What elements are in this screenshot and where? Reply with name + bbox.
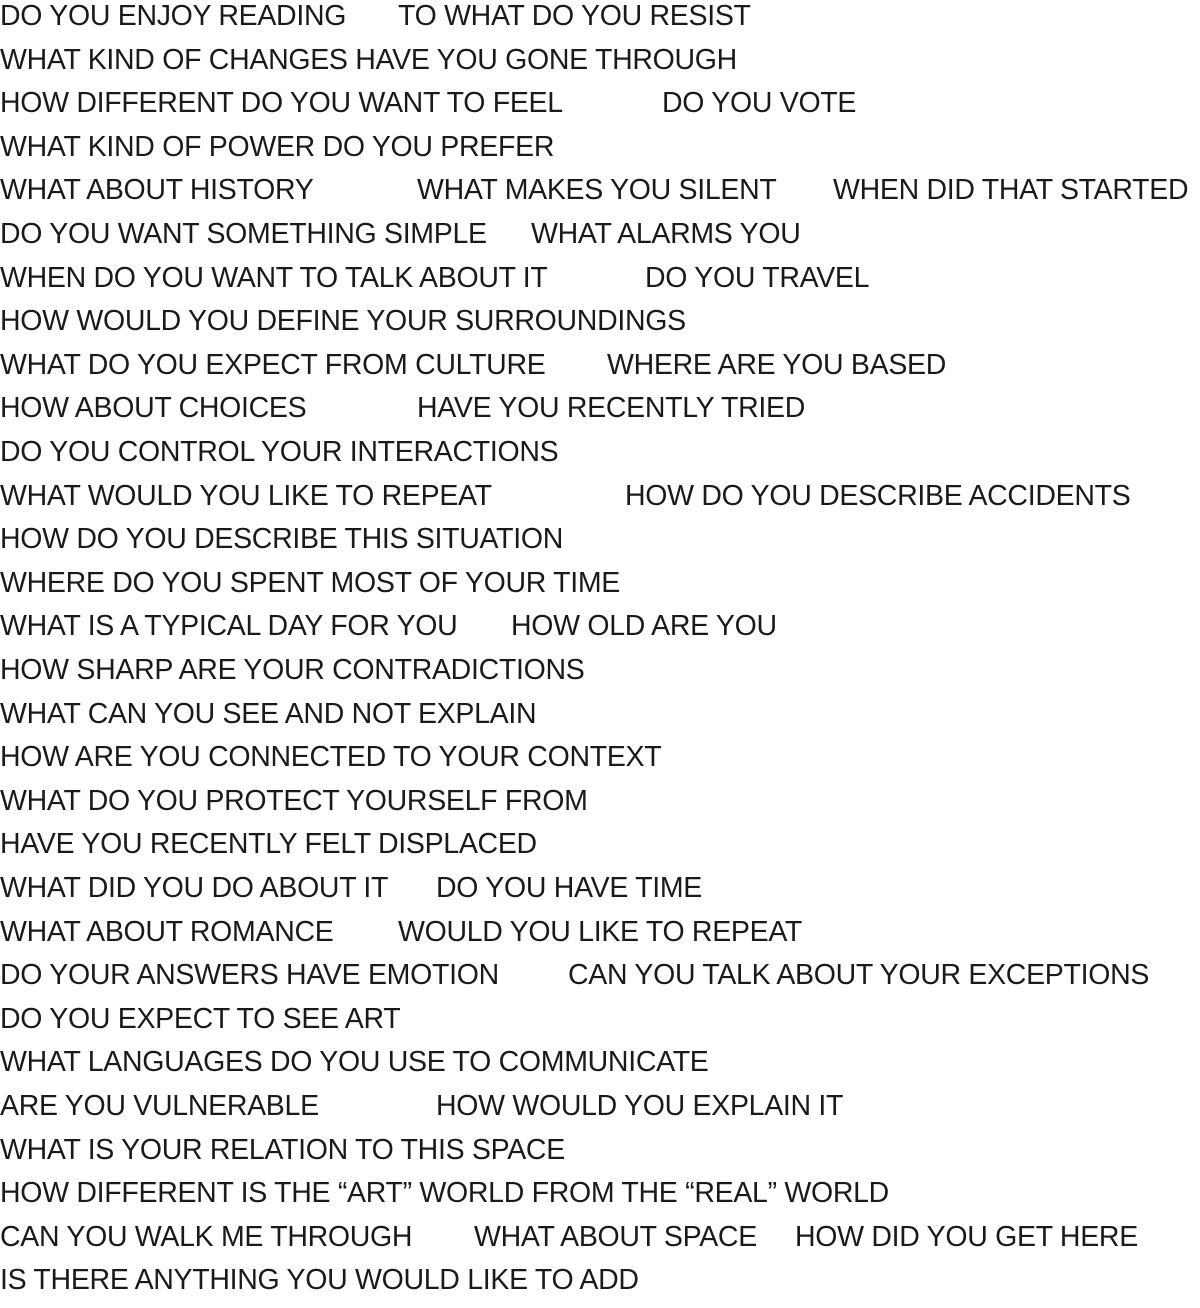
question: WHERE ARE YOU BASED xyxy=(607,348,947,381)
text-line xyxy=(0,480,1200,524)
text-line xyxy=(0,0,1200,44)
text-line xyxy=(0,436,1200,480)
text-line xyxy=(0,785,1200,829)
question: HOW ABOUT CHOICES xyxy=(0,392,307,425)
text-line xyxy=(0,131,1200,175)
question: ARE YOU VULNERABLE xyxy=(0,1090,319,1122)
text-line xyxy=(0,1046,1200,1090)
question: WHAT ABOUT HISTORY xyxy=(0,174,314,207)
question: HOW OLD ARE YOU xyxy=(511,610,777,643)
question: WHERE DO YOU SPENT MOST OF YOUR TIME xyxy=(0,566,620,599)
question: HOW DO YOU DESCRIBE THIS SITUATION xyxy=(0,523,564,556)
question: WHAT KIND OF CHANGES HAVE YOU GONE THROUGH xyxy=(0,43,737,76)
text-line xyxy=(0,305,1200,349)
text-line xyxy=(0,392,1200,436)
text-line xyxy=(0,44,1200,88)
text-line xyxy=(0,959,1200,1003)
text-line xyxy=(0,654,1200,698)
question: CAN YOU WALK ME THROUGH xyxy=(0,1220,413,1253)
question: HOW DIFFERENT IS THE “ART” WORLD FROM THE “REAL” WORLD xyxy=(0,1177,889,1210)
question: WOULD YOU LIKE TO REPEAT xyxy=(398,915,803,948)
question: HAVE YOU RECENTLY TRIED xyxy=(417,392,805,425)
text-line xyxy=(0,523,1200,567)
question: WHAT ALARMS YOU xyxy=(531,218,801,250)
question: WHAT IS YOUR RELATION TO THIS SPACE xyxy=(0,1133,565,1166)
question: HOW WOULD YOU DEFINE YOUR SURROUNDINGS xyxy=(0,305,686,338)
text-line xyxy=(0,610,1200,654)
text-line xyxy=(0,698,1200,742)
text-line xyxy=(0,872,1200,916)
question: WHEN DID THAT STARTED xyxy=(833,174,1189,207)
text-line xyxy=(0,916,1200,960)
question: DO YOU EXPECT TO SEE ART xyxy=(0,1002,401,1035)
question: WHAT WOULD YOU LIKE TO REPEAT xyxy=(0,479,492,512)
question: DO YOU ENJOY READING xyxy=(0,0,347,32)
text-line xyxy=(0,567,1200,611)
question: TO WHAT DO YOU RESIST xyxy=(398,0,751,32)
question: DO YOU CONTROL YOUR INTERACTIONS xyxy=(0,436,559,468)
question: WHAT KIND OF POWER DO YOU PREFER xyxy=(0,130,555,163)
question: HOW DIFFERENT DO YOU WANT TO FEEL xyxy=(0,87,563,120)
text-line xyxy=(0,218,1200,262)
question: WHAT DID YOU DO ABOUT IT xyxy=(0,872,389,904)
question: HOW WOULD YOU EXPLAIN IT xyxy=(436,1090,844,1122)
question: WHAT ABOUT SPACE xyxy=(474,1220,757,1253)
question: HOW ARE YOU CONNECTED TO YOUR CONTEXT xyxy=(0,741,662,774)
text-line xyxy=(0,1221,1200,1265)
question: DO YOU VOTE xyxy=(662,87,857,120)
question: DO YOU HAVE TIME xyxy=(436,872,703,904)
question: WHAT ABOUT ROMANCE xyxy=(0,915,334,948)
question: DO YOU WANT SOMETHING SIMPLE xyxy=(0,218,487,250)
question: WHAT LANGUAGES DO YOU USE TO COMMUNICATE xyxy=(0,1046,709,1079)
text-line xyxy=(0,349,1200,393)
question: DO YOUR ANSWERS HAVE EMOTION xyxy=(0,959,499,992)
text-line xyxy=(0,174,1200,218)
question: WHAT MAKES YOU SILENT xyxy=(417,174,777,207)
question: HOW DO YOU DESCRIBE ACCIDENTS xyxy=(625,479,1131,512)
question: WHAT DO YOU PROTECT YOURSELF FROM xyxy=(0,784,588,817)
text-line xyxy=(0,1090,1200,1134)
question: HAVE YOU RECENTLY FELT DISPLACED xyxy=(0,828,537,861)
text-line xyxy=(0,1134,1200,1178)
text-line xyxy=(0,1264,1200,1308)
question: HOW SHARP ARE YOUR CONTRADICTIONS xyxy=(0,654,585,686)
text-line xyxy=(0,1003,1200,1047)
question: WHAT DO YOU EXPECT FROM CULTURE xyxy=(0,348,546,381)
text-line xyxy=(0,87,1200,131)
question: CAN YOU TALK ABOUT YOUR EXCEPTIONS xyxy=(568,959,1150,992)
question: WHAT CAN YOU SEE AND NOT EXPLAIN xyxy=(0,697,537,730)
text-line xyxy=(0,828,1200,872)
text-line xyxy=(0,741,1200,785)
question: DO YOU TRAVEL xyxy=(645,261,870,294)
text-line xyxy=(0,262,1200,306)
question: WHAT IS A TYPICAL DAY FOR YOU xyxy=(0,610,458,643)
question: HOW DID YOU GET HERE xyxy=(795,1220,1138,1253)
question: WHEN DO YOU WANT TO TALK ABOUT IT xyxy=(0,261,548,294)
text-line xyxy=(0,1177,1200,1221)
question: IS THERE ANYTHING YOU WOULD LIKE TO ADD xyxy=(0,1264,639,1297)
